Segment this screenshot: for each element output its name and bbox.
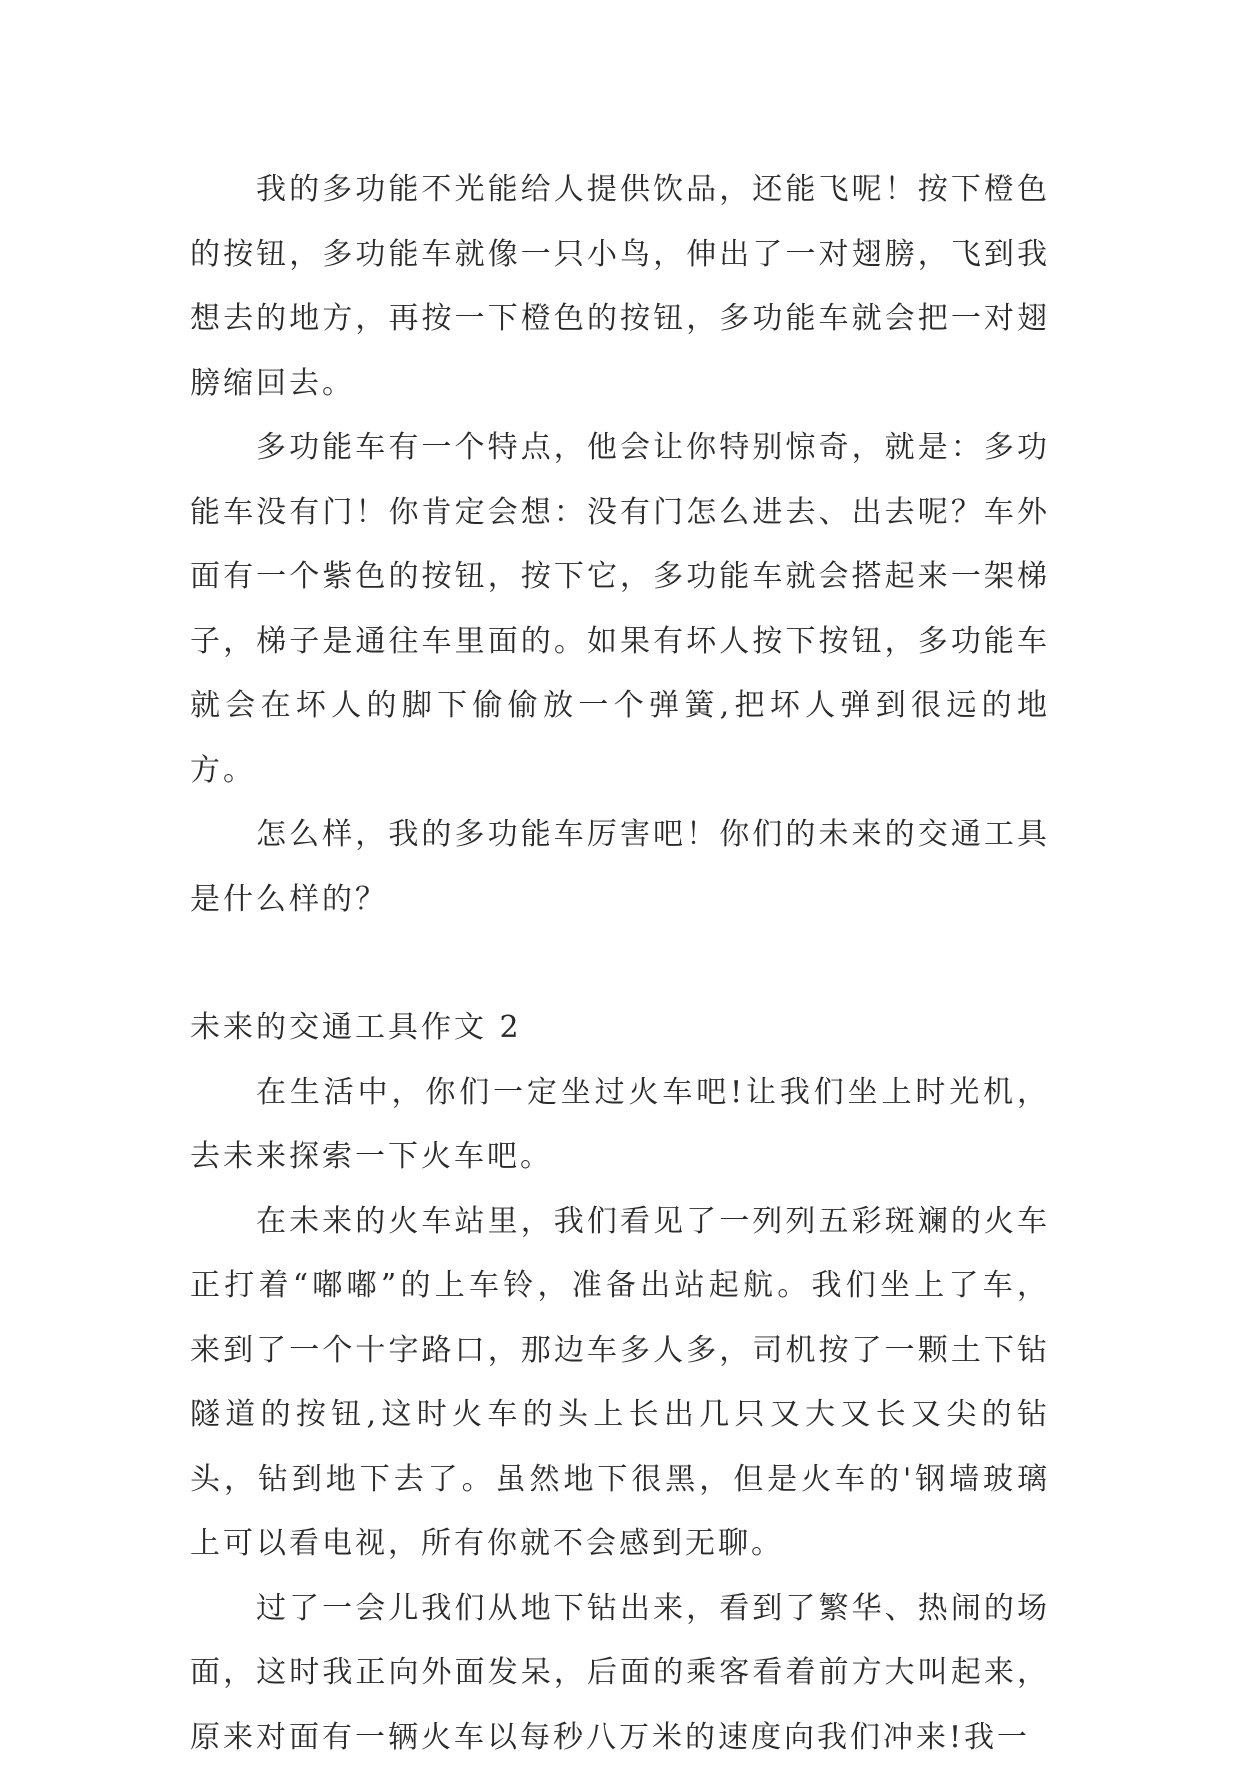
paragraph-emerging: 过了一会儿我们从地下钻出来，看到了繁华、热闹的场面，这时我正向外面发呆，后面的乘客看着前方大叫起来，原来对面有一辆火车以每秒八万米的速度向我们冲来!我一 bbox=[190, 1577, 1050, 1770]
section-spacer bbox=[190, 932, 1050, 996]
paragraph-no-door: 多功能车有一个特点，他会让你特别惊奇，就是：多功能车没有门！你肯定会想：没有门怎么进去、出去呢？车外面有一个紫色的按钮，按下它，多功能车就会搭起来一架梯子，梯子是通往车里面的。如果有坏人按下按钮，多功能车就会在坏人的脚下偷偷放一个弹簧,把坏人弹到很远的地方。 bbox=[190, 416, 1050, 803]
paragraph-closing-question: 怎么样，我的多功能车厉害吧！你们的未来的交通工具是什么样的？ bbox=[190, 803, 1050, 932]
paragraph-time-machine: 在生活中，你们一定坐过火车吧!让我们坐上时光机，去未来探索一下火车吧。 bbox=[190, 1061, 1050, 1190]
paragraph-flying-car: 我的多功能不光能给人提供饮品，还能飞呢！按下橙色的按钮，多功能车就像一只小鸟，伸出了一对翅膀，飞到我想去的地方，再按一下橙色的按钮，多功能车就会把一对翅膀缩回去。 bbox=[190, 158, 1050, 416]
document-body bbox=[190, 158, 1050, 1770]
section-title: 未来的交通工具作文 2 bbox=[190, 996, 1050, 1061]
paragraph-train-station: 在未来的火车站里，我们看见了一列列五彩斑斓的火车正打着“嘟嘟”的上车铃，准备出站起航。我们坐上了车，来到了一个十字路口，那边车多人多，司机按了一颗土下钻隧道的按钮,这时火车的头上长出几只又大又长又尖的钻头，钻到地下去了。虽然地下很黑，但是火车的'钢墙玻璃上可以看电视，所有你就不会感到无聊。 bbox=[190, 1190, 1050, 1577]
